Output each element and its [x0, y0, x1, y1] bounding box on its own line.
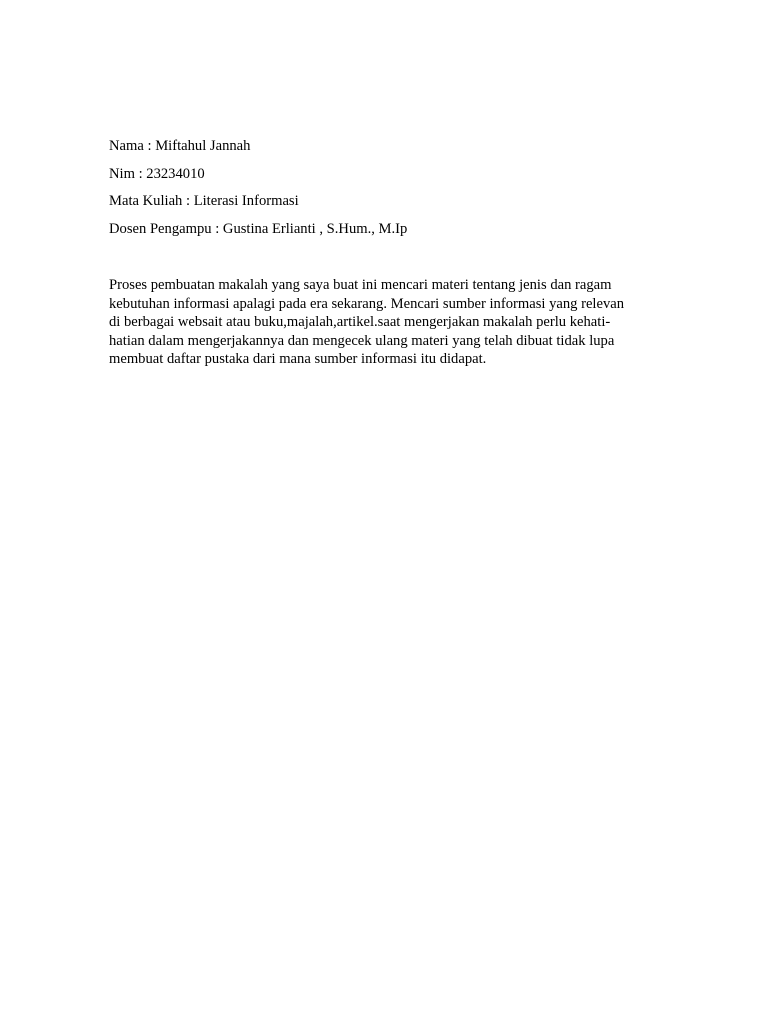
student-info: [109, 137, 669, 248]
student-name: Nama : Miftahul Jannah: [109, 138, 251, 154]
body-paragraph: [109, 276, 659, 369]
lecturer-name: Dosen Pengampu : Gustina Erlianti , S.Hum., M.Ip: [109, 221, 408, 238]
course-name: Mata Kuliah : Literasi Informasi: [109, 193, 299, 210]
student-nim: Nim : 23234010: [109, 165, 205, 182]
paragraph-line: hatian dalam mengerjakannya dan mengecek ulang materi yang telah dibuat tidak lupa: [109, 332, 615, 349]
paragraph-line: Proses pembuatan makalah yang saya buat ini mencari materi tentang jenis dan ragam: [109, 277, 612, 293]
paragraph-line: di berbagai websait atau buku,majalah,artikel.saat mengerjakan makalah perlu kehati-: [109, 314, 611, 330]
paragraph-line: membuat daftar pustaka dari mana sumber informasi itu didapat.: [109, 351, 487, 367]
paragraph-line: kebutuhan informasi apalagi pada era sekarang. Mencari sumber informasi yang relevan: [109, 295, 625, 312]
